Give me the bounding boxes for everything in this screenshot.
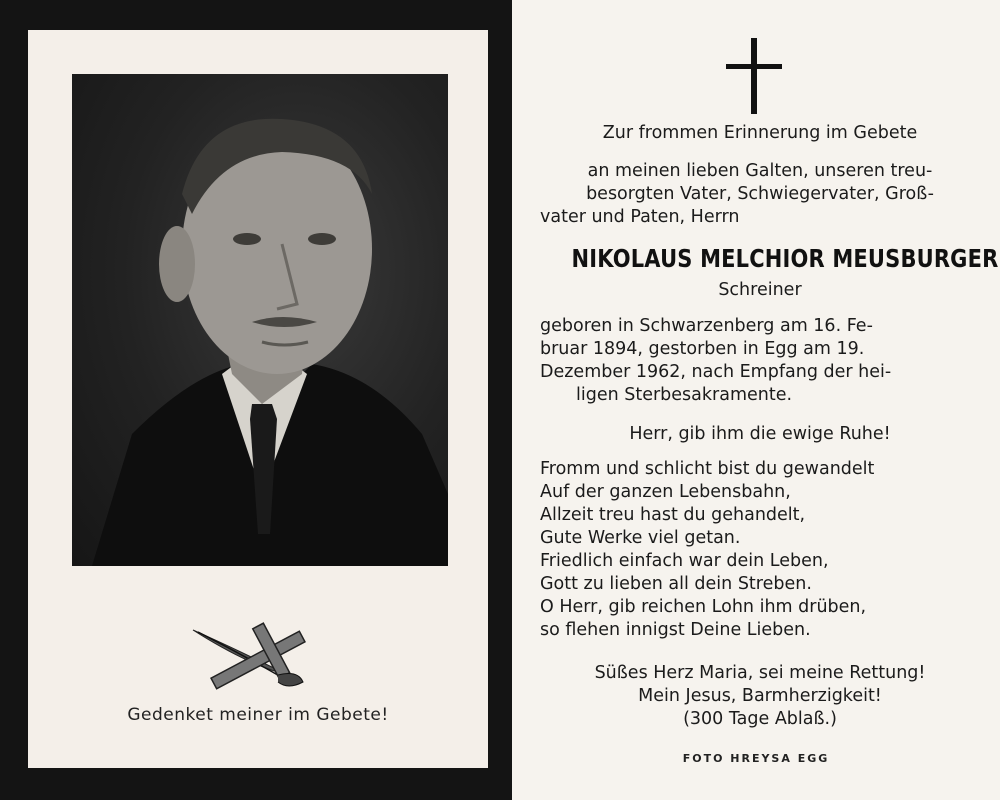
- bio-line: ligen Sterbesakramente.: [576, 385, 793, 405]
- intro-block: [540, 160, 980, 229]
- biography-block: [540, 315, 980, 407]
- occupation: Schreiner: [718, 280, 802, 300]
- poem-line: Gute Werke viel getan.: [540, 528, 741, 548]
- closing-block: [540, 662, 980, 731]
- portrait-illustration: [72, 74, 448, 566]
- closing-line: (300 Tage Ablaß.): [683, 709, 837, 729]
- poem-block: [540, 458, 980, 642]
- occupation-block: [540, 279, 980, 302]
- photo-credit: FOTO HREYSA EGG: [682, 752, 830, 765]
- closing-line: Mein Jesus, Barmherzigkeit!: [638, 686, 882, 706]
- poem-line: Allzeit treu hast du gehandelt,: [540, 505, 806, 525]
- poem-line: so flehen innigst Deine Lieben.: [540, 620, 811, 640]
- prayer-block: [540, 423, 980, 446]
- poem-line: Friedlich einfach war dein Leben,: [540, 551, 829, 571]
- closing-line: Süßes Herz Maria, sei meine Rettung!: [594, 663, 926, 683]
- poem-line: Gott zu lieben all dein Streben.: [540, 574, 812, 594]
- bio-line: Dezember 1962, nach Empfang der hei-: [540, 362, 892, 382]
- remembrance-heading: Zur frommen Erinnerung im Gebete: [602, 123, 918, 143]
- intro-line: vater und Paten, Herrn: [540, 207, 740, 227]
- poem-line: Auf der ganzen Lebensbahn,: [540, 482, 791, 502]
- heading-block: [540, 122, 980, 145]
- intro-line: besorgten Vater, Schwiegervater, Groß-: [586, 184, 934, 204]
- card-front-panel: [28, 30, 488, 768]
- cross-icon: [726, 38, 782, 114]
- card-front-caption: [28, 705, 488, 725]
- memorial-card-back: [512, 0, 1000, 800]
- poem-line: O Herr, gib reichen Lohn ihm drüben,: [540, 597, 867, 617]
- bio-line: geboren in Schwarzenberg am 16. Fe-: [540, 316, 873, 336]
- portrait-photo: [72, 74, 448, 566]
- caption-text: Gedenket meiner im Gebete!: [127, 705, 389, 725]
- prayer-line: Herr, gib ihm die ewige Ruhe!: [629, 424, 891, 444]
- cross-and-palm-emblem: [188, 620, 318, 690]
- bio-line: bruar 1894, gestorben in Egg am 19.: [540, 339, 865, 359]
- deceased-name: NIKOLAUS MELCHIOR MEUSBURGER: [571, 244, 999, 273]
- intro-line: an meinen lieben Galten, unseren treu-: [587, 161, 933, 181]
- poem-line: Fromm und schlicht bist du gewandelt: [540, 459, 875, 479]
